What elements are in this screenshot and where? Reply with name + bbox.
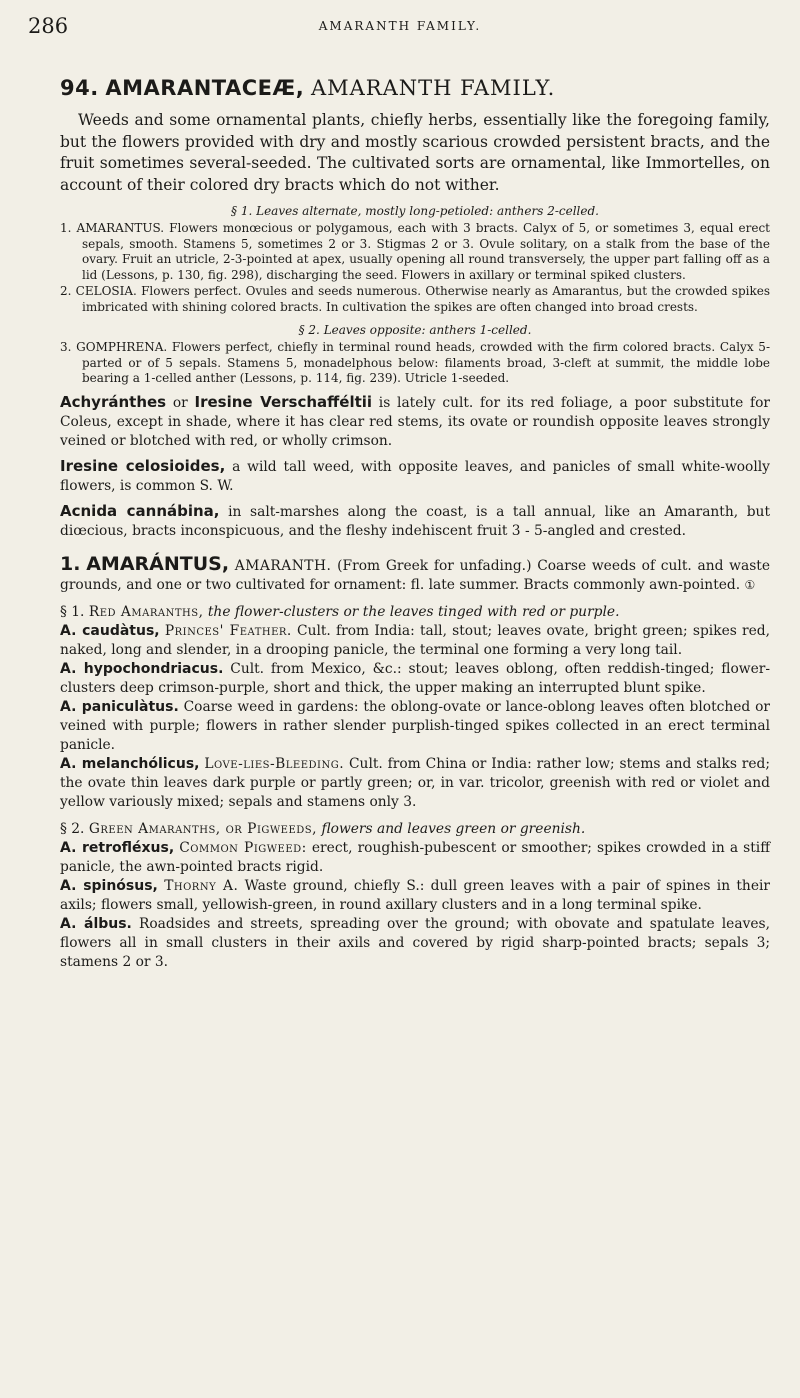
species-name: A. caudàtus, [60, 622, 160, 639]
subsection-green-amaranths-heading [60, 820, 770, 839]
species-albus [60, 915, 770, 972]
species-spinosus [60, 877, 770, 915]
species-name: A. melanchólicus, [60, 755, 200, 772]
subsection-number: § 2. [60, 820, 85, 837]
extra-name: Acnida cannábina, [60, 501, 220, 520]
genus-common-name: AMARANTH. [234, 557, 332, 574]
species-name: A. hypochondriacus. [60, 660, 224, 677]
extra-note-achyranthes [60, 393, 770, 451]
species-text: Cult. from India: tall, stout; leaves ovate, bright green; spikes red, naked, long and slender, in a drooping panicle, the terminal one forming a very long tail. [60, 622, 771, 658]
species-common-name: Love-lies-Bleeding. [204, 755, 345, 772]
family-common-name: AMARANTH FAMILY. [310, 76, 556, 100]
species-name: A. álbus. [60, 915, 132, 932]
running-title: AMARANTH FAMILY. [318, 19, 482, 33]
subsection-red-amaranths-heading [60, 603, 770, 622]
species-common-name: Thorny A. [164, 877, 239, 894]
subsection-number: § 1. [60, 603, 85, 620]
key-section-1-heading: § 1. Leaves alternate, mostly long-petioled: anthers 2-celled. [231, 204, 599, 218]
species-hypochondriacus [60, 660, 770, 698]
species-name: A. spinósus, [60, 877, 158, 894]
subsection-description: flowers and leaves green or greenish. [321, 820, 586, 837]
family-heading [60, 74, 770, 102]
extra-note-acnida [60, 502, 770, 541]
species-paniculatus [60, 698, 770, 755]
text-column [60, 60, 770, 972]
family-latin-name: AMARANTACEÆ, [105, 76, 305, 100]
page-number: 286 [28, 14, 69, 38]
species-melancholicus [60, 755, 770, 812]
extra-connector: or [166, 394, 195, 411]
extra-name: Iresine celosioides, [60, 456, 226, 475]
extra-name: Achyránthes [60, 392, 167, 411]
extra-name-2: Iresine Verschafféltii [194, 392, 373, 411]
species-text: Coarse weed in gardens: the oblong-ovate or lance-oblong leaves often blotched or veined with purple; flowers in rather slender purplish-tinged spikes collected in an erect terminal panicle. [60, 698, 770, 753]
subsection-title: Green Amaranths, or Pigweeds, [88, 820, 318, 837]
species-caudatus [60, 622, 770, 660]
extra-text: a wild tall weed, with opposite leaves, and panicles of small white-woolly flowers, is common S. W. [60, 458, 770, 494]
genus-name: AMARÁNTUS, [86, 552, 230, 575]
species-text: erect, roughish-pubescent or smoother; spikes crowded in a stiff panicle, the awn-pointed bracts rigid. [60, 839, 770, 875]
genus-number: 1. [60, 552, 81, 575]
species-text: Cult. from China or India: rather low; stems and stalks red; the ovate thin leaves dark purple or partly green; or, in var. tricolor, greenish with red or violet and yellow variously mixed; sepals and stamens only 3. [60, 755, 771, 810]
family-description: Weeds and some ornamental plants, chiefly herbs, essentially like the foregoing family, but the flowers provided with dry and mostly scarious crowded persistent bracts, and the fruit sometimes several-seeded. The cultivated sorts are ornamental, like Immortelles, on account of their colored dry bracts which do not wither. [60, 111, 770, 194]
key-item-gomphrena: 3. GOMPHRENA. Flowers perfect, chiefly in terminal round heads, crowded with the firm colored bracts. Calyx 5-parted or of 5 sepals. Stamens 5, monadelphous below: filaments broad, 3-cleft at summit, the middle lobe bearing a 1-celled anther (Lessons, p. 114, fig. 239). Utricle 1-seeded. [60, 340, 770, 385]
extra-text: in salt-marshes along the coast, is a tall annual, like an Amaranth, but diœcious, bracts inconspicuous, and the fleshy indehiscent fruit 3 - 5-angled and crested. [60, 503, 770, 539]
key-item-celosia: 2. CELOSIA. Flowers perfect. Ovules and seeds numerous. Otherwise nearly as Amarantus, but the crowded spikes imbricated with shining colored bracts. In cultivation the spikes are often changed into broad crests. [60, 284, 770, 314]
extra-text: is lately cult. for its red foliage, a poor substitute for Coleus, except in shade, where it has clear red stems, its ovate or roundish opposite leaves strongly veined or blotched with red, or wholly crimson. [60, 394, 770, 449]
key-section-2-heading: § 2. Leaves opposite: anthers 1-celled. [298, 323, 532, 337]
species-text: Cult. from Mexico, &c.: stout; leaves oblong, often reddish-tinged; flower-clusters deep crimson-purple, short and thick, the upper making an interrupted blunt spike. [60, 660, 770, 696]
species-name: A. paniculàtus. [60, 698, 179, 715]
species-text: Waste ground, chiefly S.: dull green leaves with a pair of spines in their axils; flowers small, yellowish-green, in round axillary clusters and in a long terminal spike. [60, 877, 770, 913]
genus-amarantus [60, 552, 770, 595]
running-header [0, 14, 800, 44]
annual-symbol: ① [744, 577, 756, 592]
extra-note-iresine [60, 457, 770, 496]
species-text: Roadsides and streets, spreading over the ground; with obovate and spatulate leaves, flowers all in small clusters in their axils and covered by rigid sharp-pointed bracts; sepals 3; stamens 2 or 3. [60, 915, 770, 970]
species-common-name: Princes' Feather. [164, 622, 292, 639]
species-common-name: Common Pigweed: [179, 839, 307, 856]
species-name: A. retrofléxus, [60, 839, 175, 856]
subsection-description: the flower-clusters or the leaves tinged with red or purple. [207, 603, 620, 620]
family-number: 94. [60, 76, 99, 100]
genus-text: (From Greek for unfading.) Coarse weeds of cult. and waste grounds, and one or two cultivated for ornament: fl. late summer. Bracts commonly awn-pointed. [60, 557, 770, 593]
key-item-amarantus: 1. AMARANTUS. Flowers monœcious or polygamous, each with 3 bracts. Calyx of 5, or sometimes 3, equal erect sepals, smooth. Stamens 5, sometimes 2 or 3. Stigmas 2 or 3. Ovule solitary, on a stalk from the base of the ovary. Fruit an utricle, 2-3-pointed at apex, usually opening all round transversely, the upper part falling off as a lid (Lessons, p. 130, fig. 298), discharging the seed. Flowers in axillary or terminal spiked clusters. [60, 221, 770, 282]
subsection-title: Red Amaranths, [88, 603, 204, 620]
species-retroflexus [60, 839, 770, 877]
